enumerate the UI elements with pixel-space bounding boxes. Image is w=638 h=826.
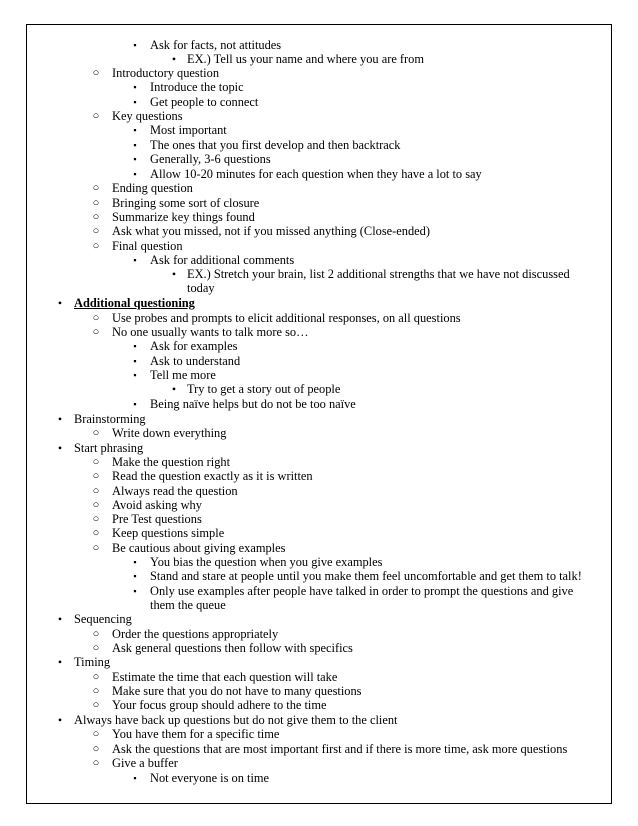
bullet-marker: • bbox=[57, 713, 63, 727]
bullet-marker: ▪ bbox=[133, 125, 137, 135]
bullet-marker: ○ bbox=[92, 542, 100, 554]
bullet-marker: • bbox=[57, 441, 63, 455]
list-item-text: Ask for examples bbox=[150, 339, 238, 353]
bullet-marker: • bbox=[57, 612, 63, 626]
list-item-text: Bringing some sort of closure bbox=[112, 196, 260, 210]
list-item-text: Brainstorming bbox=[74, 412, 146, 426]
list-item-text: The ones that you first develop and then backtrack bbox=[150, 138, 401, 152]
list-item-text: Stand and stare at people until you make them feel uncomfortable and get them to talk! bbox=[150, 569, 582, 583]
bullet-marker: ▪ bbox=[133, 586, 137, 596]
list-item-text: Introduce the topic bbox=[150, 80, 244, 94]
bullet-marker: ○ bbox=[92, 699, 100, 711]
bullet-marker: ▪ bbox=[133, 341, 137, 351]
bullet-marker: • bbox=[171, 382, 177, 396]
list-item-text: Get people to connect bbox=[150, 95, 259, 109]
list-item-text: EX.) Tell us your name and where you are from bbox=[187, 52, 425, 66]
list-item-text: Try to get a story out of people bbox=[187, 382, 341, 396]
bullet-marker: ○ bbox=[92, 182, 100, 194]
bullet-marker: ○ bbox=[92, 685, 100, 697]
list-item-text: Make the question right bbox=[112, 455, 231, 469]
list-item-text: Use probes and prompts to elicit additional responses, on all questions bbox=[112, 311, 461, 325]
bullet-marker: ○ bbox=[92, 312, 100, 324]
bullet-marker: ○ bbox=[92, 197, 100, 209]
bullet-marker: ○ bbox=[92, 326, 100, 338]
bullet-marker: ○ bbox=[92, 527, 100, 539]
list-item-text: Timing bbox=[74, 655, 111, 669]
bullet-marker: ○ bbox=[92, 642, 100, 654]
list-item-text: Always have back up questions but do not give them to the client bbox=[74, 713, 398, 727]
list-item-text: No one usually wants to talk more so… bbox=[112, 325, 309, 339]
list-item-text: Generally, 3-6 questions bbox=[150, 152, 271, 166]
list-item-text: Ask the questions that are most important first and if there is more time, ask more questions bbox=[112, 742, 568, 756]
list-item-text: Make sure that you do not have to many questions bbox=[112, 684, 362, 698]
list-item-text: today bbox=[187, 281, 215, 295]
bullet-marker: • bbox=[171, 52, 177, 66]
bullet-marker: ▪ bbox=[133, 169, 137, 179]
list-item-text: Introductory question bbox=[112, 66, 220, 80]
list-item-text: You have them for a specific time bbox=[112, 727, 280, 741]
list-item-text: Not everyone is on time bbox=[150, 771, 270, 785]
bullet-marker: ○ bbox=[92, 671, 100, 683]
list-item-text: Keep questions simple bbox=[112, 526, 225, 540]
list-item-text: Key questions bbox=[112, 109, 183, 123]
bullet-marker: ○ bbox=[92, 470, 100, 482]
list-item-text: Read the question exactly as it is written bbox=[112, 469, 313, 483]
bullet-marker: • bbox=[57, 412, 63, 426]
list-item-text: Most important bbox=[150, 123, 227, 137]
bullet-marker: ▪ bbox=[133, 356, 137, 366]
list-item-text: Order the questions appropriately bbox=[112, 627, 279, 641]
list-item-text: Avoid asking why bbox=[112, 498, 202, 512]
list-item-text: Summarize key things found bbox=[112, 210, 255, 224]
bullet-marker: ▪ bbox=[133, 140, 137, 150]
list-item-text: Ask for additional comments bbox=[150, 253, 295, 267]
bullet-marker: ▪ bbox=[133, 97, 137, 107]
bullet-marker: ▪ bbox=[133, 773, 137, 783]
bullet-marker: ○ bbox=[92, 67, 100, 79]
bullet-marker: ▪ bbox=[133, 571, 137, 581]
bullet-marker: ○ bbox=[92, 757, 100, 769]
bullet-marker: ▪ bbox=[133, 255, 137, 265]
list-item-text: Ending question bbox=[112, 181, 193, 195]
bullet-marker: ▪ bbox=[133, 40, 137, 50]
bullet-marker: ▪ bbox=[133, 154, 137, 164]
bullet-marker: ○ bbox=[92, 628, 100, 640]
list-item-text: Ask for facts, not attitudes bbox=[150, 38, 282, 52]
list-item-text: Tell me more bbox=[150, 368, 216, 382]
bullet-marker: ○ bbox=[92, 485, 100, 497]
bullet-marker: ○ bbox=[92, 427, 100, 439]
bullet-marker: ▪ bbox=[133, 557, 137, 567]
bullet-marker: • bbox=[57, 296, 63, 310]
list-item-text: Additional questioning bbox=[74, 296, 195, 310]
list-item-text: Ask general questions then follow with specifics bbox=[112, 641, 353, 655]
bullet-marker: ○ bbox=[92, 225, 100, 237]
list-item-text: Be cautious about giving examples bbox=[112, 541, 286, 555]
list-item-text: Allow 10-20 minutes for each question when they have a lot to say bbox=[150, 167, 482, 181]
list-item-text: Final question bbox=[112, 239, 183, 253]
list-item-text: Write down everything bbox=[112, 426, 227, 440]
list-item-text: Being naïve helps but do not be too naïve bbox=[150, 397, 356, 411]
bullet-marker: ○ bbox=[92, 456, 100, 468]
bullet-marker: ○ bbox=[92, 728, 100, 740]
bullet-marker: ○ bbox=[92, 743, 100, 755]
bullet-marker: ▪ bbox=[133, 399, 137, 409]
list-item-text: Ask what you missed, not if you missed anything (Close-ended) bbox=[112, 224, 430, 238]
list-item-text: Pre Test questions bbox=[112, 512, 202, 526]
list-item-text: EX.) Stretch your brain, list 2 additional strengths that we have not discussed bbox=[187, 267, 570, 281]
list-item-text: You bias the question when you give examples bbox=[150, 555, 383, 569]
list-item-text: Give a buffer bbox=[112, 756, 178, 770]
bullet-marker: ○ bbox=[92, 240, 100, 252]
list-item-text: Estimate the time that each question will take bbox=[112, 670, 338, 684]
bullet-marker: • bbox=[171, 267, 177, 281]
list-item-text: them the queue bbox=[150, 598, 226, 612]
bullet-marker: ○ bbox=[92, 513, 100, 525]
list-item-text: Start phrasing bbox=[74, 441, 144, 455]
bullet-marker: ▪ bbox=[133, 370, 137, 380]
list-item-text: Your focus group should adhere to the time bbox=[112, 698, 327, 712]
bullet-marker: ○ bbox=[92, 499, 100, 511]
list-item-text: Ask to understand bbox=[150, 354, 241, 368]
bullet-marker: • bbox=[57, 655, 63, 669]
bullet-marker: ○ bbox=[92, 211, 100, 223]
list-item-text: Only use examples after people have talked in order to prompt the questions and give bbox=[150, 584, 574, 598]
list-item-text: Sequencing bbox=[74, 612, 132, 626]
bullet-marker: ▪ bbox=[133, 82, 137, 92]
list-item-text: Always read the question bbox=[112, 484, 238, 498]
bullet-marker: ○ bbox=[92, 110, 100, 122]
